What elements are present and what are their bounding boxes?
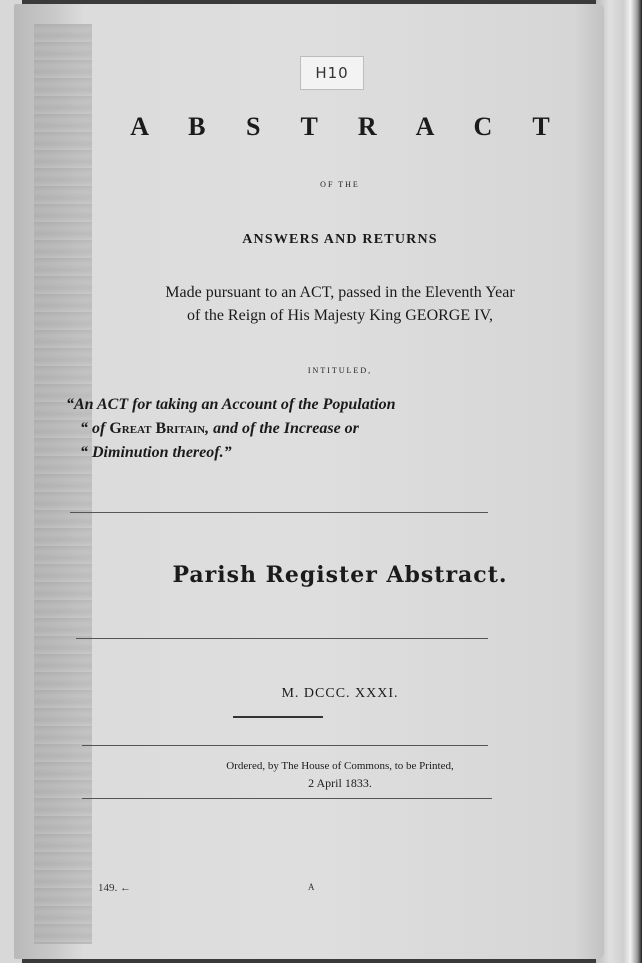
title: A B S T R A C T (130, 112, 567, 141)
act-quote-line-2: “ of Great Britain, and of the Increase or (80, 420, 359, 437)
archive-tag-label: H10 (300, 56, 364, 90)
signature-mark: A (308, 882, 315, 892)
intituled-text: INTITULED, (307, 366, 373, 375)
page-number: 149. ← (98, 882, 131, 894)
divider (76, 638, 488, 639)
divider (82, 745, 488, 746)
of-the-text: OF THE (320, 180, 360, 189)
arrow-icon: ← (120, 882, 131, 894)
subtitle: ANSWERS AND RETURNS (242, 232, 438, 247)
binding-gutter (34, 24, 92, 944)
reign-line: of the Reign of His Majesty King GEORGE IV, (187, 307, 493, 324)
made-pursuant-line: Made pursuant to an ACT, passed in the Eleventh Year (165, 284, 515, 301)
act-quote-line-1: “An ACT for taking an Account of the Population (66, 396, 396, 413)
section-heading: Parish Register Abstract. (172, 562, 508, 588)
document-page (14, 4, 604, 959)
short-rule (233, 716, 323, 718)
divider (70, 512, 488, 513)
year-text: M. DCCC. XXXI. (281, 686, 399, 701)
divider (82, 798, 492, 799)
ordered-text: Ordered, by The House of Commons, to be Printed, (226, 760, 454, 772)
act-quote-line-3: “ Diminution thereof.” (80, 444, 232, 461)
order-date: 2 April 1833. (308, 776, 372, 790)
